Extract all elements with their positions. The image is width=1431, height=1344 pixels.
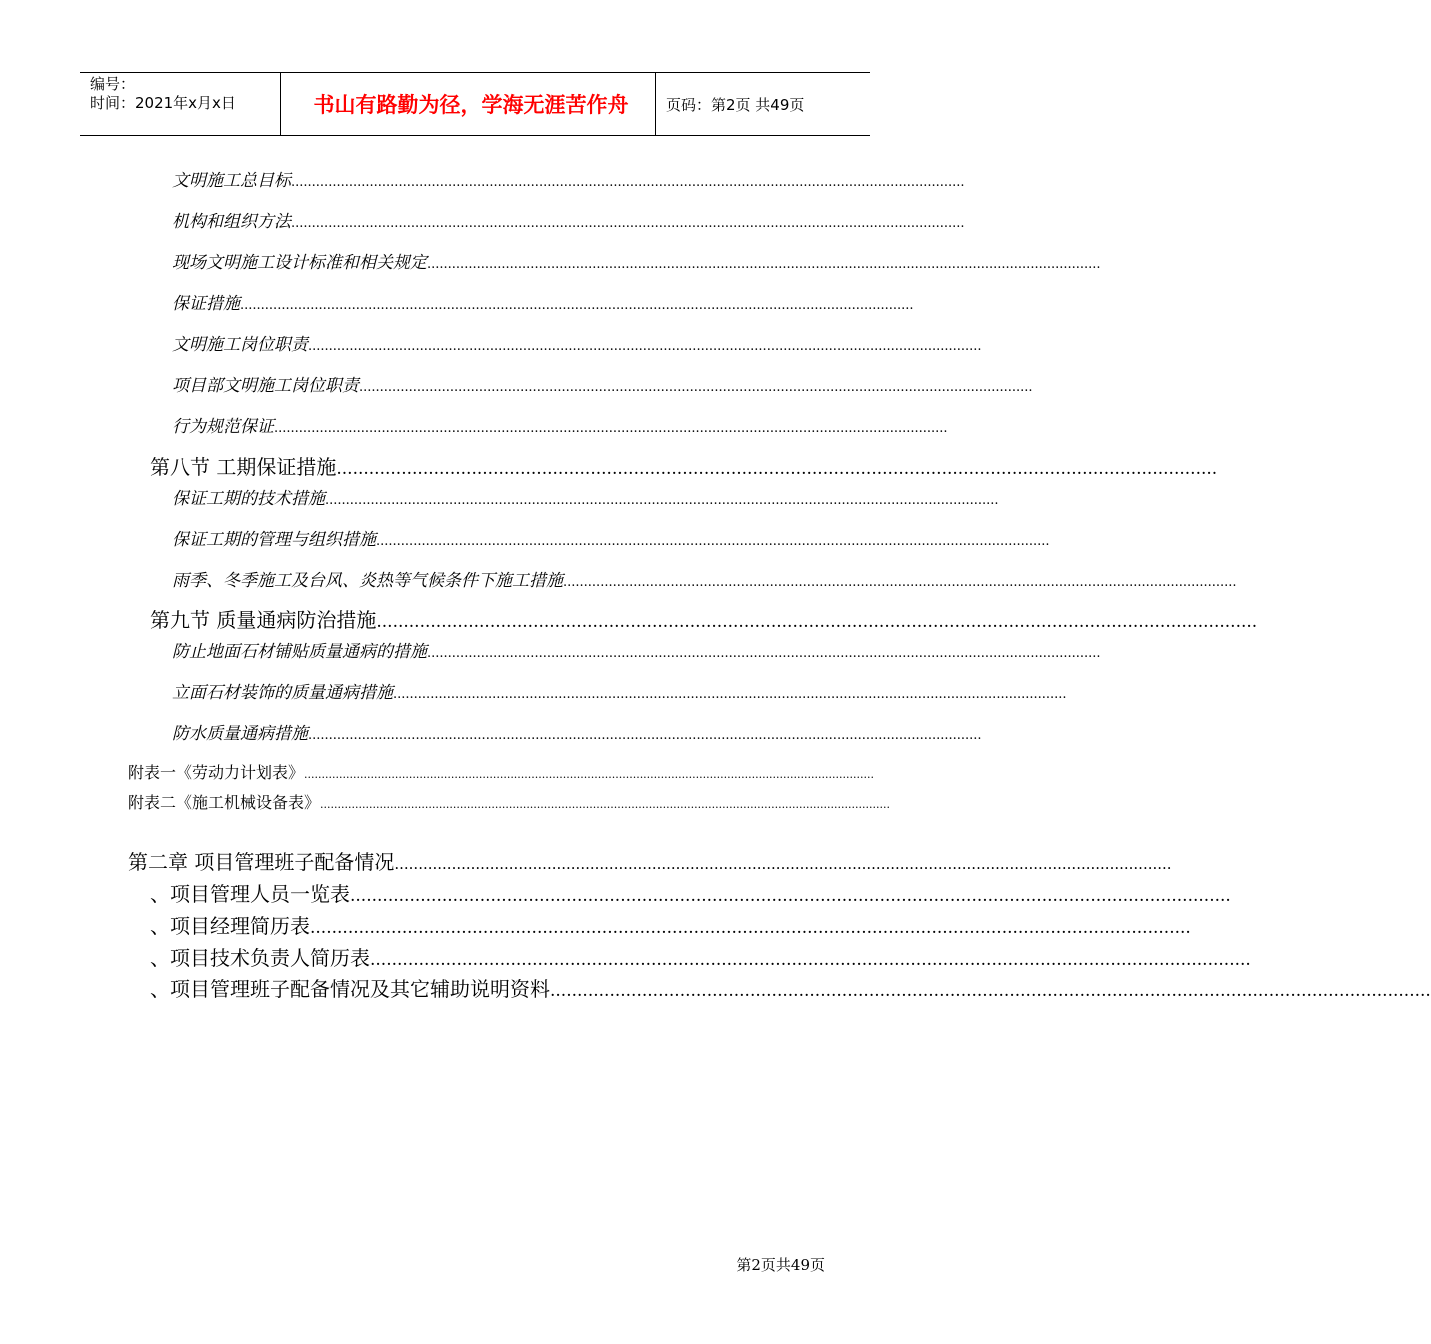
toc-appendix-label: 附表一《劳动力计划表》 bbox=[128, 763, 305, 782]
toc-leader-dots: ................................................................................................................................................................... bbox=[304, 768, 874, 781]
toc-entry-label: 、项目管理班子配备情况及其它辅助说明资料 bbox=[150, 977, 550, 1001]
toc-leader-dots: ................................................................................................................................................................... bbox=[291, 216, 965, 231]
toc-entry-label: 、项目管理人员一览表 bbox=[150, 882, 350, 906]
toc-section-heading[interactable] bbox=[150, 604, 1258, 632]
toc-leader-dots: ................................................................................................................................................................... bbox=[550, 981, 1431, 1001]
toc-entry[interactable] bbox=[172, 484, 999, 509]
toc-entry[interactable] bbox=[172, 412, 948, 437]
toc-leader-dots: ................................................................................................................................................................... bbox=[350, 886, 1231, 906]
toc-entry[interactable] bbox=[172, 525, 1050, 550]
toc-entry[interactable] bbox=[150, 878, 1231, 906]
toc-leader-dots: ................................................................................................................................................................... bbox=[370, 950, 1251, 970]
toc-leader-dots: ................................................................................................................................................................... bbox=[274, 421, 948, 436]
header-page-info: 页码：第2页 共49页 bbox=[666, 95, 805, 114]
toc-section-label: 第九节 质量通病防治措施 bbox=[150, 608, 377, 632]
toc-entry-label: 立面石材装饰的质量通病措施 bbox=[172, 683, 393, 703]
toc-entry[interactable] bbox=[150, 973, 1431, 1001]
toc-entry[interactable] bbox=[150, 910, 1191, 938]
header-divider bbox=[655, 73, 656, 135]
page-footer-number: 第2页共49页 bbox=[736, 1256, 825, 1274]
document-time-label: 时间：2021年x月x日 bbox=[90, 94, 236, 112]
toc-leader-dots: ................................................................................................................................................................... bbox=[308, 728, 982, 743]
toc-leader-dots: ................................................................................................................................................................... bbox=[427, 257, 1101, 272]
toc-appendix[interactable] bbox=[128, 790, 890, 814]
toc-appendix-label: 附表二《施工机械设备表》 bbox=[128, 793, 321, 812]
toc-entry-label: 保证工期的管理与组织措施 bbox=[172, 530, 376, 550]
toc-section-heading[interactable] bbox=[150, 451, 1218, 479]
toc-leader-dots: ................................................................................................................................................................... bbox=[325, 493, 999, 508]
header-meta bbox=[90, 75, 286, 133]
toc-leader-dots: ................................................................................................................................................................... bbox=[359, 380, 1033, 395]
toc-entry[interactable] bbox=[172, 248, 1101, 273]
toc-leader-dots: ................................................................................................................................................................... bbox=[310, 918, 1191, 938]
toc-entry[interactable] bbox=[172, 719, 982, 744]
toc-entry[interactable] bbox=[150, 942, 1251, 970]
toc-entry-label: 机构和组织方法 bbox=[172, 212, 291, 232]
toc-entry-label: 项目部文明施工岗位职责 bbox=[172, 376, 359, 396]
toc-entry[interactable] bbox=[172, 166, 965, 191]
toc-entry[interactable] bbox=[172, 371, 1033, 396]
toc-leader-dots: ................................................................................................................................................................... bbox=[376, 534, 1050, 549]
toc-leader-dots: ................................................................................................................................................................... bbox=[394, 855, 1172, 873]
toc-leader-dots: ................................................................................................................................................................... bbox=[427, 646, 1101, 661]
toc-entry[interactable] bbox=[172, 678, 1067, 703]
toc-chapter-label: 第二章 项目管理班子配备情况 bbox=[128, 850, 395, 874]
toc-entry-label: 保证措施 bbox=[172, 294, 240, 314]
toc-entry-label: 保证工期的技术措施 bbox=[172, 489, 325, 509]
toc-entry[interactable] bbox=[172, 289, 914, 314]
toc-leader-dots: ................................................................................................................................................................... bbox=[563, 575, 1237, 590]
page-header bbox=[80, 72, 870, 136]
toc-entry-label: 现场文明施工设计标准和相关规定 bbox=[172, 253, 427, 273]
toc-entry-label: 行为规范保证 bbox=[172, 417, 274, 437]
toc-entry-label: 防水质量通病措施 bbox=[172, 724, 308, 744]
toc-appendix[interactable] bbox=[128, 760, 874, 784]
toc-entry-label: 文明施工岗位职责 bbox=[172, 335, 308, 355]
toc-leader-dots: ................................................................................................................................................................... bbox=[320, 798, 890, 811]
toc-entry-label: 、项目技术负责人简历表 bbox=[150, 946, 370, 970]
toc-chapter-heading[interactable] bbox=[128, 846, 1172, 874]
toc-leader-dots: ................................................................................................................................................................... bbox=[291, 175, 965, 190]
toc-entry-label: 文明施工总目标 bbox=[172, 171, 291, 191]
toc-leader-dots: ................................................................................................................................................................... bbox=[336, 459, 1218, 479]
header-divider bbox=[280, 73, 281, 135]
header-motto: 书山有路勤为径，学海无涯苦作舟 bbox=[313, 93, 629, 117]
toc-entry[interactable] bbox=[172, 207, 965, 232]
toc-leader-dots: ................................................................................................................................................................... bbox=[308, 339, 982, 354]
toc-leader-dots: ................................................................................................................................................................... bbox=[240, 298, 914, 313]
toc-entry-label: 防止地面石材铺贴质量通病的措施 bbox=[172, 642, 427, 662]
toc-entry[interactable] bbox=[172, 637, 1101, 662]
toc-entry-label: 雨季、冬季施工及台风、炎热等气候条件下施工措施 bbox=[172, 571, 563, 591]
toc-entry-label: 、项目经理简历表 bbox=[150, 914, 310, 938]
toc-entry[interactable] bbox=[172, 566, 1237, 591]
toc-leader-dots: ................................................................................................................................................................... bbox=[376, 612, 1258, 632]
toc-section-label: 第八节 工期保证措施 bbox=[150, 455, 337, 479]
document-number-label: 编号： bbox=[90, 75, 136, 93]
toc-entry[interactable] bbox=[172, 330, 982, 355]
toc-leader-dots: ................................................................................................................................................................... bbox=[393, 687, 1067, 702]
